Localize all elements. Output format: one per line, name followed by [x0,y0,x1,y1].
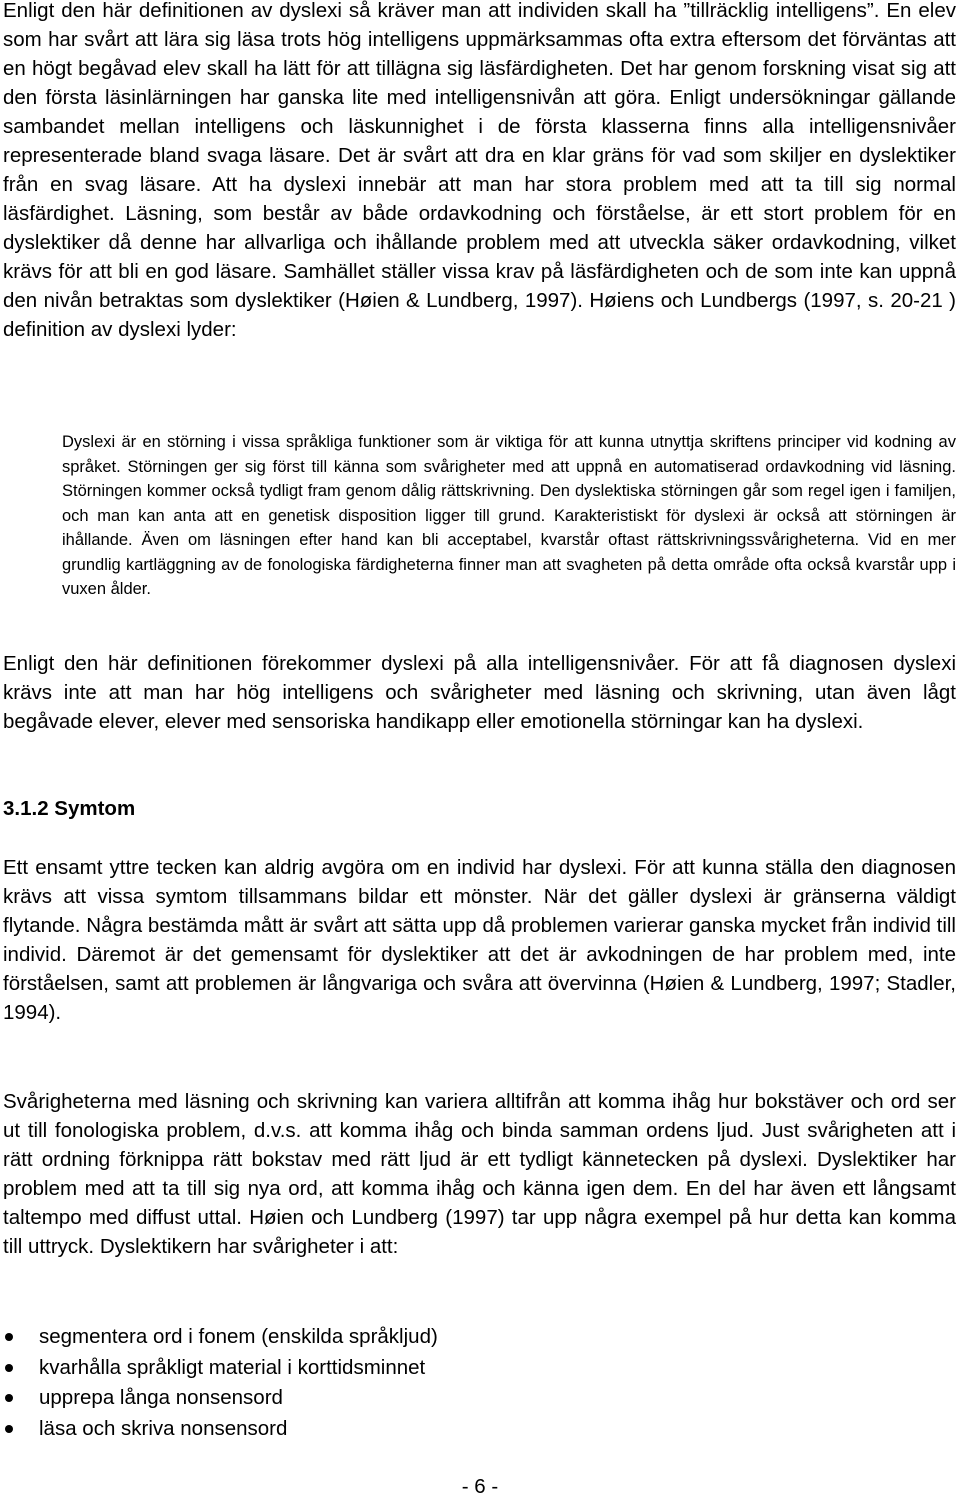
list-item [0,1353,900,1384]
list-item [0,1383,900,1414]
page-number: - 6 - [461,1475,499,1498]
list-item-text: kvarhålla språkligt material i korttidsminnet [39,1355,426,1379]
paragraph-intelligence: Enligt den här definitionen av dyslexi så kräver man att individen skall ha ”tillräcklig intelligens”. En elev som har svårt att lära sig läsa trots hög intelligens uppmärksammas ofta extra eftersom det förväntas att en högt begåvad elev skall ha lätt för att tillägna sig läsfärdigheten. Det har genom forskning visat sig att den första läsinlärningen har ganska lite med intelligensnivån att göra. Enligt undersökningar gällande sambandet mellan intelligens och läskunnighet i de första klasserna finns alla intelligensnivåer representerade bland svaga läsare. Det är svårt att dra en klar gräns för vad som skiljer en dyslektiker från en svag läsare. Att ha dyslexi innebär att man har stora problem med att ta till sig normal läsfärdighet. Läsning, som består av både ordavkodning och förståelse, är ett stort problem för en dyslektiker då denne har allvarliga och ihållande problem med att utveckla säker ordavkodning, vilket krävs för att bli en god läsare. Samhället ställer vissa krav på läsfärdigheten och de som inte kan uppnå den nivån betraktas som dyslektiker (Høien & Lundberg, 1997). Høiens och Lundbergs (1997, s. 20-21 ) definition av dyslexi lyder: [3,0,956,341]
paragraph-difficulties: Svårigheterna med läsning och skrivning kan variera alltifrån att komma ihåg hur bokstäver och ord ser ut till fonologiska problem, d.v.s. att komma ihåg och binda samman ordens ljud. Just svårigheten att i rätt ordning förknippa rätt bokstav med rätt ljud är ett tydligt kännetecken på dyslexi. Dyslektiker har problem med att ta till sig nya ord, att komma ihåg och känna igen dem. En del har även ett långsamt taltempo med diffust uttal. Høien och Lundberg (1997) tar upp några exempel på hur detta kan komma till uttryck. Dyslektikern har svårigheter i att: [3,1090,956,1258]
bullet-icon [5,1364,13,1372]
list-item-text: segmentera ord i fonem (enskilda språkljud) [39,1325,438,1348]
difficulty-list [0,1322,900,1444]
section-heading: 3.1.2 Symtom [3,797,136,820]
list-item [0,1322,900,1353]
bullet-icon [5,1333,13,1341]
bullet-icon [5,1394,13,1402]
list-item-text: upprepa långa nonsensord [39,1386,283,1409]
bullet-icon [5,1425,13,1433]
list-item-text: läsa och skriva nonsensord [39,1416,288,1440]
block-quote-definition: Dyslexi är en störning i vissa språkliga funktioner som är viktiga för att kunna utnyttja skriftens principer vid kodning av språket. Störningen ger sig först till känna som svårigheter med att uppnå en automatiserad ordavkodning vid läsning. Störningen kommer också tydligt fram genom dålig rättskrivning. Den dyslektiska störningen går som regel igen i familjen, och man kan anta att en genetisk disposition ligger till grund. Karakteristiskt för dyslexi är också att störningen är ihållande. Även om läsningen efter hand kan bli acceptabel, kvarstår oftast rättskrivningssvårigheterna. Vid en mer grundlig kartläggning av de fonologiska färdigheterna finner man att svagheten på detta område ofta också kvarstår upp i vuxen ålder. [62,433,956,598]
list-item [0,1414,900,1445]
paragraph-symptoms: Ett ensamt yttre tecken kan aldrig avgöra om en individ har dyslexi. För att kunna ställa den diagnosen krävs att vissa symtom tillsammans bildar ett mönster. När det gäller dyslexi är gränserna väldigt flytande. Några bestämda mått är svårt att sätta upp då problemen varierar ganska mycket från individ till individ. Däremot är det gemensamt för dyslektiker att det är avkodningen de har problem med, inte förståelsen, samt att problemen är långvariga och svåra att övervinna (Høien & Lundberg, 1997; Stadler, 1994). [3,856,956,1024]
paragraph-definition-comment: Enligt den här definitionen förekommer dyslexi på alla intelligensnivåer. För att få diagnosen dyslexi krävs inte att man har hög intelligens och svårigheter med läsning och skrivning, utan även lågt begåvade elever, elever med sensoriska handikapp eller emotionella störningar kan ha dyslexi. [3,652,956,733]
